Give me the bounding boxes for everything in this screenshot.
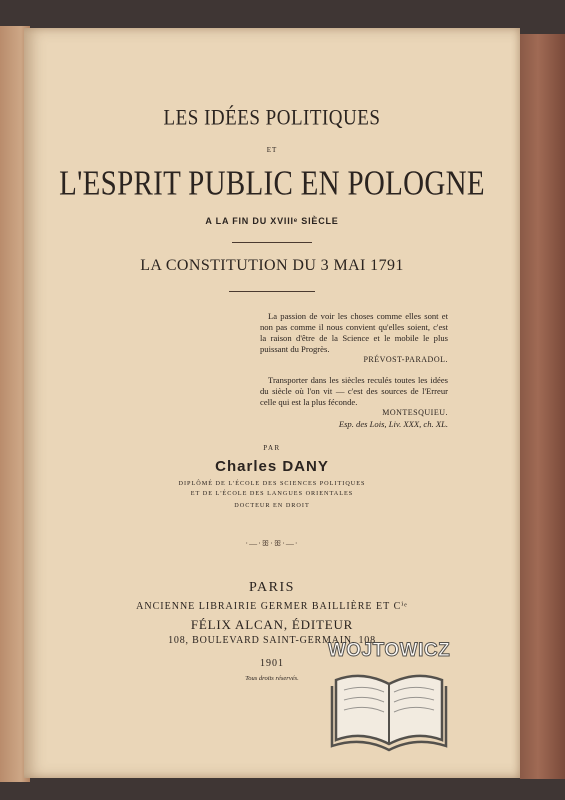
publisher-line-1: ANCIENNE LIBRAIRIE GERMER BAILLIÈRE ET Cⁱᵉ [136, 601, 408, 612]
publication-city: PARIS [249, 580, 295, 595]
title-line-1: LES IDÉES POLITIQUES [163, 106, 381, 131]
divider-rule [232, 242, 312, 243]
title-page [24, 28, 520, 778]
epigraph-2 [260, 375, 448, 430]
open-book-icon [314, 628, 464, 768]
publisher-address: 108, BOULEVARD SAINT-GERMAIN, 108 [168, 635, 376, 646]
title-conjunction: ET [266, 146, 278, 154]
rights-notice: Tous droits réservés. [245, 675, 299, 682]
author-name: Charles DANY [215, 458, 329, 475]
bookseller-watermark [314, 628, 464, 768]
by-label: PAR [263, 444, 281, 452]
epigraph-source: Esp. des Lois, Liv. XXX, ch. XL. [338, 418, 448, 429]
title-line-2: L'ESPRIT PUBLIC EN POLOGNE [59, 164, 485, 204]
author-credential: DIPLÔMÉ DE L'ÉCOLE DES SCIENCES POLITIQUES [178, 480, 366, 487]
author-credential: ET DE L'ÉCOLE DES LANGUES ORIENTALES [190, 490, 354, 497]
subtitle-constitution: LA CONSTITUTION DU 3 MAI 1791 [140, 257, 404, 274]
epigraph-author: PRÉVOST-PARADOL. [363, 354, 448, 364]
book-cover-right [520, 34, 565, 779]
subtitle: A LA FIN DU XVIIIᵉ SIÈCLE [205, 216, 339, 226]
publisher-line-2: FÉLIX ALCAN, ÉDITEUR [190, 617, 354, 632]
epigraph-text: Transporter dans les siècles reculés toutes les idées du siècle où l'on vit — c'est des sources de l'Erreur celle qui est la plus féconde. [260, 375, 448, 407]
epigraph-1 [260, 311, 448, 366]
watermark-text: WOJTOWICZ [327, 640, 451, 661]
publication-year: 1901 [260, 658, 284, 669]
epigraph-author: MONTESQUIEU. [382, 407, 448, 417]
epigraph-text: La passion de voir les choses comme elles sont et non pas comme il nous convient qu'elles soient, c'est la raison d'être de la Science et le mobile le plus puissant du Progrès. [260, 311, 448, 354]
divider-rule [229, 291, 315, 292]
author-credential: DOCTEUR EN DROIT [234, 502, 310, 509]
ornament-divider: ·—·ꕥ·ꕥ·—· [245, 539, 299, 548]
